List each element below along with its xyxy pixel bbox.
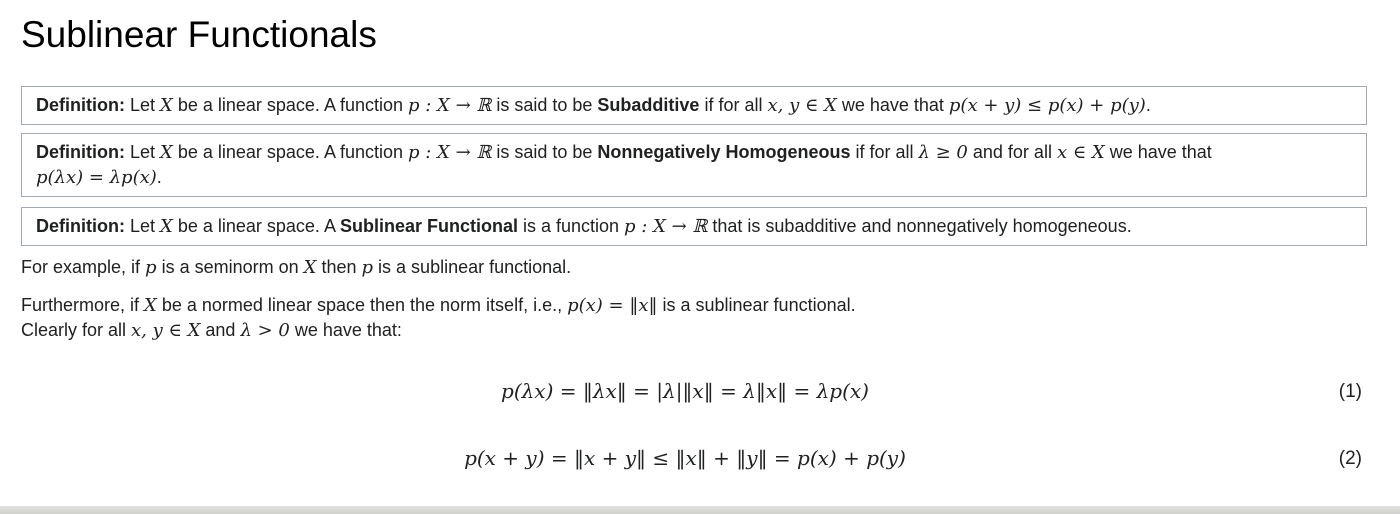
text: and — [200, 320, 241, 340]
paragraph-example — [21, 255, 571, 280]
text: Let — [124, 216, 161, 236]
text: Furthermore, if — [21, 295, 145, 315]
text: is a sublinear functional. — [657, 295, 856, 315]
text: we have that — [1104, 142, 1212, 162]
equation-1: p(λx) = ‖λx‖ = |λ|‖x‖ = λ‖x‖ = λp(x) — [501, 379, 869, 403]
text: we have that: — [289, 320, 402, 340]
text: then — [316, 257, 362, 277]
text: we have that — [836, 95, 949, 115]
math: X — [160, 216, 173, 237]
math: p : X → ℝ — [408, 95, 492, 116]
math: p : X → ℝ — [408, 142, 492, 163]
text: Let — [124, 95, 161, 115]
text: is said to be — [491, 95, 598, 115]
term: Nonnegatively Homogeneous — [597, 142, 851, 162]
text: . — [156, 167, 162, 187]
math: X — [303, 257, 317, 278]
math: p — [361, 257, 374, 278]
definition-label: Definition: — [36, 142, 125, 162]
term: Sublinear Functional — [339, 216, 518, 236]
math: x, y ∈ X — [767, 95, 837, 116]
math: x, y ∈ X — [131, 320, 201, 341]
text: if for all — [699, 95, 768, 115]
text: is said to be — [491, 142, 598, 162]
page-title: Sublinear Functionals — [21, 14, 377, 55]
definition-sublinear-functional — [21, 207, 1367, 246]
text: Let — [124, 142, 161, 162]
math: p : X → ℝ — [624, 216, 708, 237]
definition-label: Definition: — [36, 95, 125, 115]
math: X — [144, 295, 157, 316]
definition-homogeneous — [21, 133, 1367, 197]
text: For example, if — [21, 257, 146, 277]
math: X — [160, 142, 173, 163]
math: X — [160, 95, 173, 116]
equation-number-2: (2) — [1338, 448, 1362, 469]
math: λ > 0 — [240, 320, 290, 341]
text: is a seminorm on — [156, 257, 304, 277]
math: p(x + y) ≤ p(x) + p(y) — [948, 95, 1146, 116]
math: p(λx) = λp(x) — [36, 167, 157, 188]
text: be a normed linear space then the norm itself, i.e., — [156, 295, 568, 315]
math: x ∈ X — [1056, 142, 1105, 163]
math: p(x) = ‖x‖ — [567, 295, 658, 316]
paragraph-norm — [21, 293, 856, 343]
equation-number-1: (1) — [1338, 381, 1362, 402]
page-bottom-shadow — [0, 506, 1400, 514]
text: is a function — [517, 216, 625, 236]
text: be a linear space. A function — [172, 95, 409, 115]
text: is a sublinear functional. — [373, 257, 572, 277]
text: be a linear space. A function — [172, 142, 409, 162]
definition-subadditive — [21, 86, 1367, 125]
text: if for all — [850, 142, 919, 162]
text: be a linear space. A — [172, 216, 340, 236]
term: Subadditive — [597, 95, 700, 115]
math: p — [145, 257, 157, 278]
text: . — [1145, 95, 1151, 115]
text: and for all — [967, 142, 1057, 162]
definition-label: Definition: — [36, 216, 125, 236]
text: that is subadditive and nonnegatively homogeneous. — [707, 216, 1132, 236]
equation-2: p(x + y) = ‖x + y‖ ≤ ‖x‖ + ‖y‖ = p(x) + p(y) — [464, 446, 906, 470]
math: λ ≥ 0 — [918, 142, 968, 163]
text: Clearly for all — [21, 320, 132, 340]
